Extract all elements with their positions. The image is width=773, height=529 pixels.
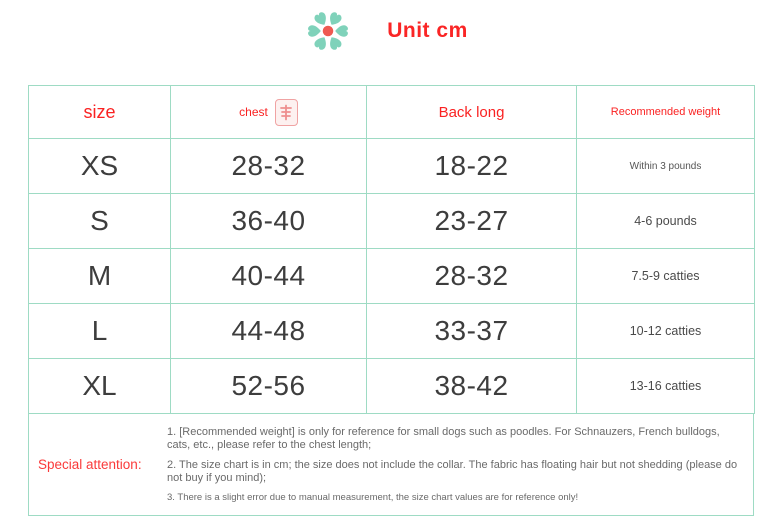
- back-value: 33-37: [367, 304, 577, 359]
- table-row-l: [29, 304, 755, 359]
- chest-value: 36-40: [171, 194, 367, 249]
- table-row-xl: [29, 359, 755, 414]
- notes-list: [161, 414, 753, 515]
- back-value: 18-22: [367, 139, 577, 194]
- weight-value: 13-16 catties: [577, 359, 755, 414]
- weight-value: 7.5-9 catties: [577, 249, 755, 304]
- size-value: M: [29, 249, 171, 304]
- weight-value: 10-12 catties: [577, 304, 755, 359]
- size-value: XS: [29, 139, 171, 194]
- chest-value: 44-48: [171, 304, 367, 359]
- weight-value: Within 3 pounds: [577, 139, 755, 194]
- weight-value: 4-6 pounds: [577, 194, 755, 249]
- header-weight: Recommended weight: [577, 86, 755, 139]
- size-value: L: [29, 304, 171, 359]
- special-attention-label: Special attention:: [38, 457, 142, 472]
- size-value: S: [29, 194, 171, 249]
- back-value: 38-42: [367, 359, 577, 414]
- girth-stamp-icon: [275, 99, 298, 126]
- header-chest: [171, 86, 367, 139]
- header-size: size: [29, 86, 171, 139]
- table-row-s: [29, 194, 755, 249]
- flower-icon: [305, 7, 351, 55]
- note-item-2: 2. The size chart is in cm; the size does not include the collar. The fabric has floating hair but not shedding (please do not buy if you mind);: [167, 458, 738, 485]
- header-chest-label: chest: [239, 105, 268, 119]
- size-value: XL: [29, 359, 171, 414]
- size-chart-table: [28, 85, 755, 414]
- table-row-m: [29, 249, 755, 304]
- note-item-3: 3. There is a slight error due to manual measurement, the size chart values are for reference only!: [167, 491, 579, 503]
- chest-value: 52-56: [171, 359, 367, 414]
- chest-value: 28-32: [171, 139, 367, 194]
- chest-value: 40-44: [171, 249, 367, 304]
- page-header: [0, 2, 773, 60]
- note-item-1: 1. [Recommended weight] is only for reference for small dogs such as poodles. For Schnauzers, French bulldogs, cats, etc., please refer to the chest length;: [167, 425, 720, 452]
- special-attention-box: [28, 414, 754, 516]
- table-row-xs: [29, 139, 755, 194]
- table-header-row: [29, 86, 755, 139]
- unit-title: Unit cm: [387, 19, 468, 42]
- back-value: 23-27: [367, 194, 577, 249]
- back-value: 28-32: [367, 249, 577, 304]
- header-back-long: Back long: [367, 86, 577, 139]
